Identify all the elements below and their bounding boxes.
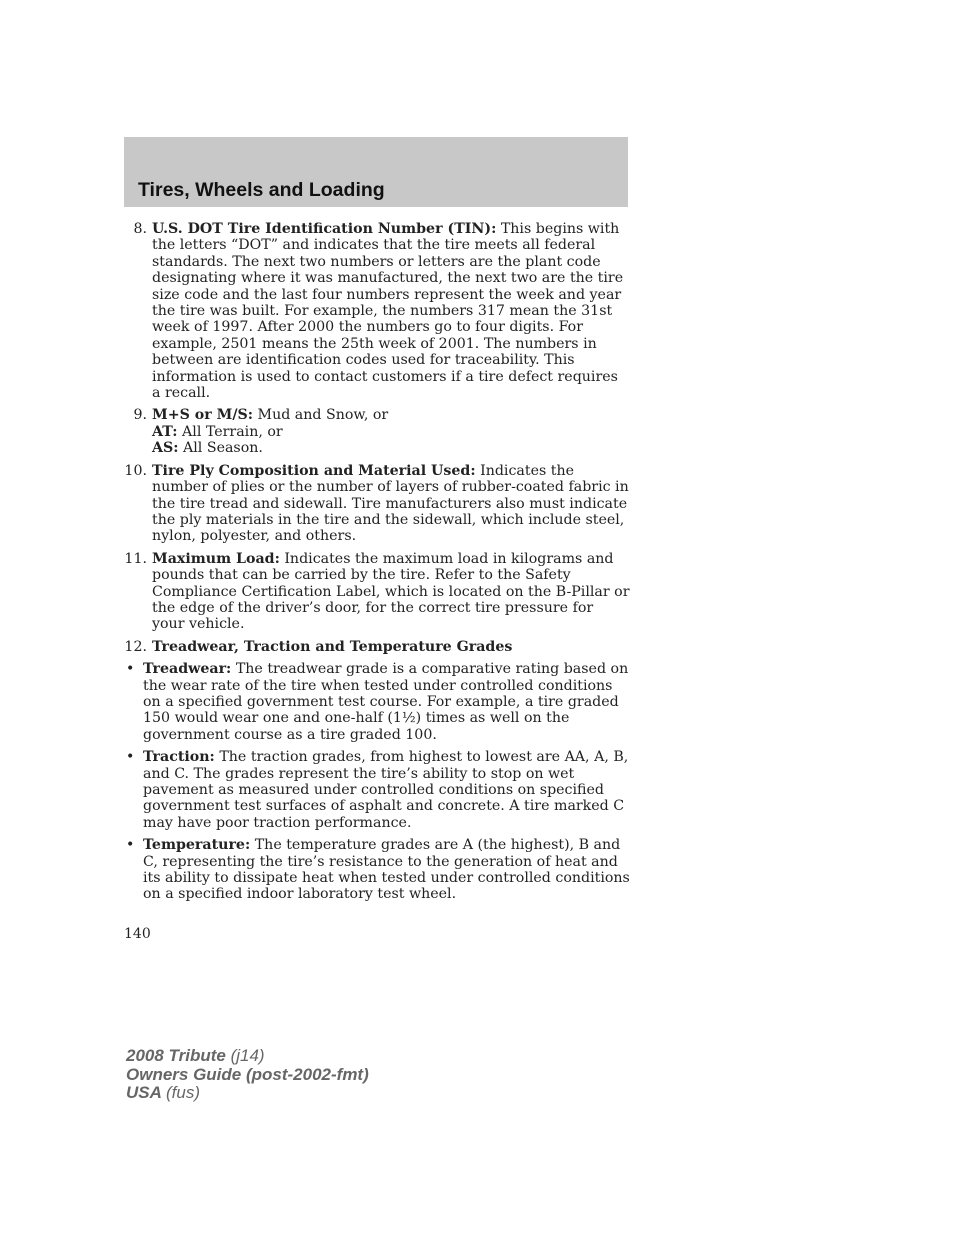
item-label: M+S or M/S: xyxy=(152,407,254,424)
item-number: 9. xyxy=(133,407,147,424)
list-item xyxy=(124,407,630,456)
footer-line-2: Owners Guide (post-2002-fmt) xyxy=(126,1064,369,1084)
item-label: AS: xyxy=(152,440,179,457)
bullet-icon: • xyxy=(126,749,135,766)
item-number: 10. xyxy=(124,462,147,479)
bullet-icon: • xyxy=(126,837,135,854)
item-label: AT: xyxy=(152,423,178,440)
item-text: This begins with the letters “DOT” and indicates that the tire meets all federal standards. The next two numbers or letters are the plant code designating where it was manufactured, the next two are the tire size code and the last four numbers represent the week and year the tire was built. For example, the numbers 317 mean the 31st week of 1997. After 2000 the numbers go to four digits. For example, 2501 means the 25th week of 2001. The numbers in between are identification codes used for traceability. This information is used to contact customers if a tire defect requires a recall. xyxy=(152,221,624,402)
document-footer xyxy=(126,1047,369,1103)
bullet-label: Temperature: xyxy=(143,837,251,854)
item-text: All Season. xyxy=(183,440,263,457)
bullet-item xyxy=(124,749,630,831)
page-content xyxy=(124,221,630,909)
item-line xyxy=(152,407,630,423)
item-text: Mud and Snow, or xyxy=(257,407,389,424)
item-number: 8. xyxy=(133,221,147,237)
item-text: Indicates the maximum load in kilograms and pounds that can be carried by the tire. Refer to the Safety Compliance Certification Label, which is located on the B-Pillar or the edge of the driver’s door, for the correct tire pressure for your vehicle. xyxy=(152,550,630,633)
item-label: Tire Ply Composition and Material Used: xyxy=(152,462,476,479)
item-text: Indicates the number of plies or the number of layers of rubber-coated fabric in the tire tread and sidewall. Tire manufacturers also must indicate the ply materials in the tire and the sidewall, which include steel, nylon, polyester, and others. xyxy=(152,462,629,545)
list-item xyxy=(124,463,630,545)
bullet-item xyxy=(124,661,630,743)
list-item xyxy=(124,551,630,633)
page-number: 140 xyxy=(124,926,151,942)
bullet-label: Traction: xyxy=(143,749,215,766)
item-line xyxy=(152,424,630,440)
item-number: 11. xyxy=(124,550,147,567)
footer-line-3: USA (fus) xyxy=(126,1083,200,1102)
bullet-icon: • xyxy=(126,661,135,678)
item-label: Treadwear, Traction and Temperature Grades xyxy=(152,638,513,655)
bullet-item xyxy=(124,837,630,903)
bullet-text: The treadwear grade is a comparative rating based on the wear rate of the tire when tested under controlled conditions on a specified government test course. For example, a tire graded 150 would wear one and one-half (1½) times as well on the government course as a tire graded 100. xyxy=(143,661,629,743)
bullet-label: Treadwear: xyxy=(143,661,232,678)
section-title: Tires, Wheels and Loading xyxy=(138,179,385,201)
item-label: Maximum Load: xyxy=(152,550,280,567)
item-label: U.S. DOT Tire Identification Number (TIN): xyxy=(152,221,497,237)
bullet-text: The temperature grades are A (the highest), B and C, representing the tire’s resistance to the generation of heat and its ability to dissipate heat when tested under controlled conditions on a specified indoor laboratory test wheel. xyxy=(143,837,630,903)
list-item xyxy=(124,221,630,401)
section-header xyxy=(124,137,628,207)
bullet-text: The traction grades, from highest to lowest are AA, A, B, and C. The grades represent the tire’s ability to stop on wet pavement as measured under controlled conditions on specified government test surfaces of asphalt and concrete. A tire marked C may have poor traction performance. xyxy=(143,749,629,831)
footer-line-1: 2008 Tribute (j14) xyxy=(126,1046,265,1065)
item-text: All Terrain, or xyxy=(182,423,283,440)
item-number: 12. xyxy=(124,638,147,655)
item-line xyxy=(152,440,630,456)
list-item xyxy=(124,639,630,655)
